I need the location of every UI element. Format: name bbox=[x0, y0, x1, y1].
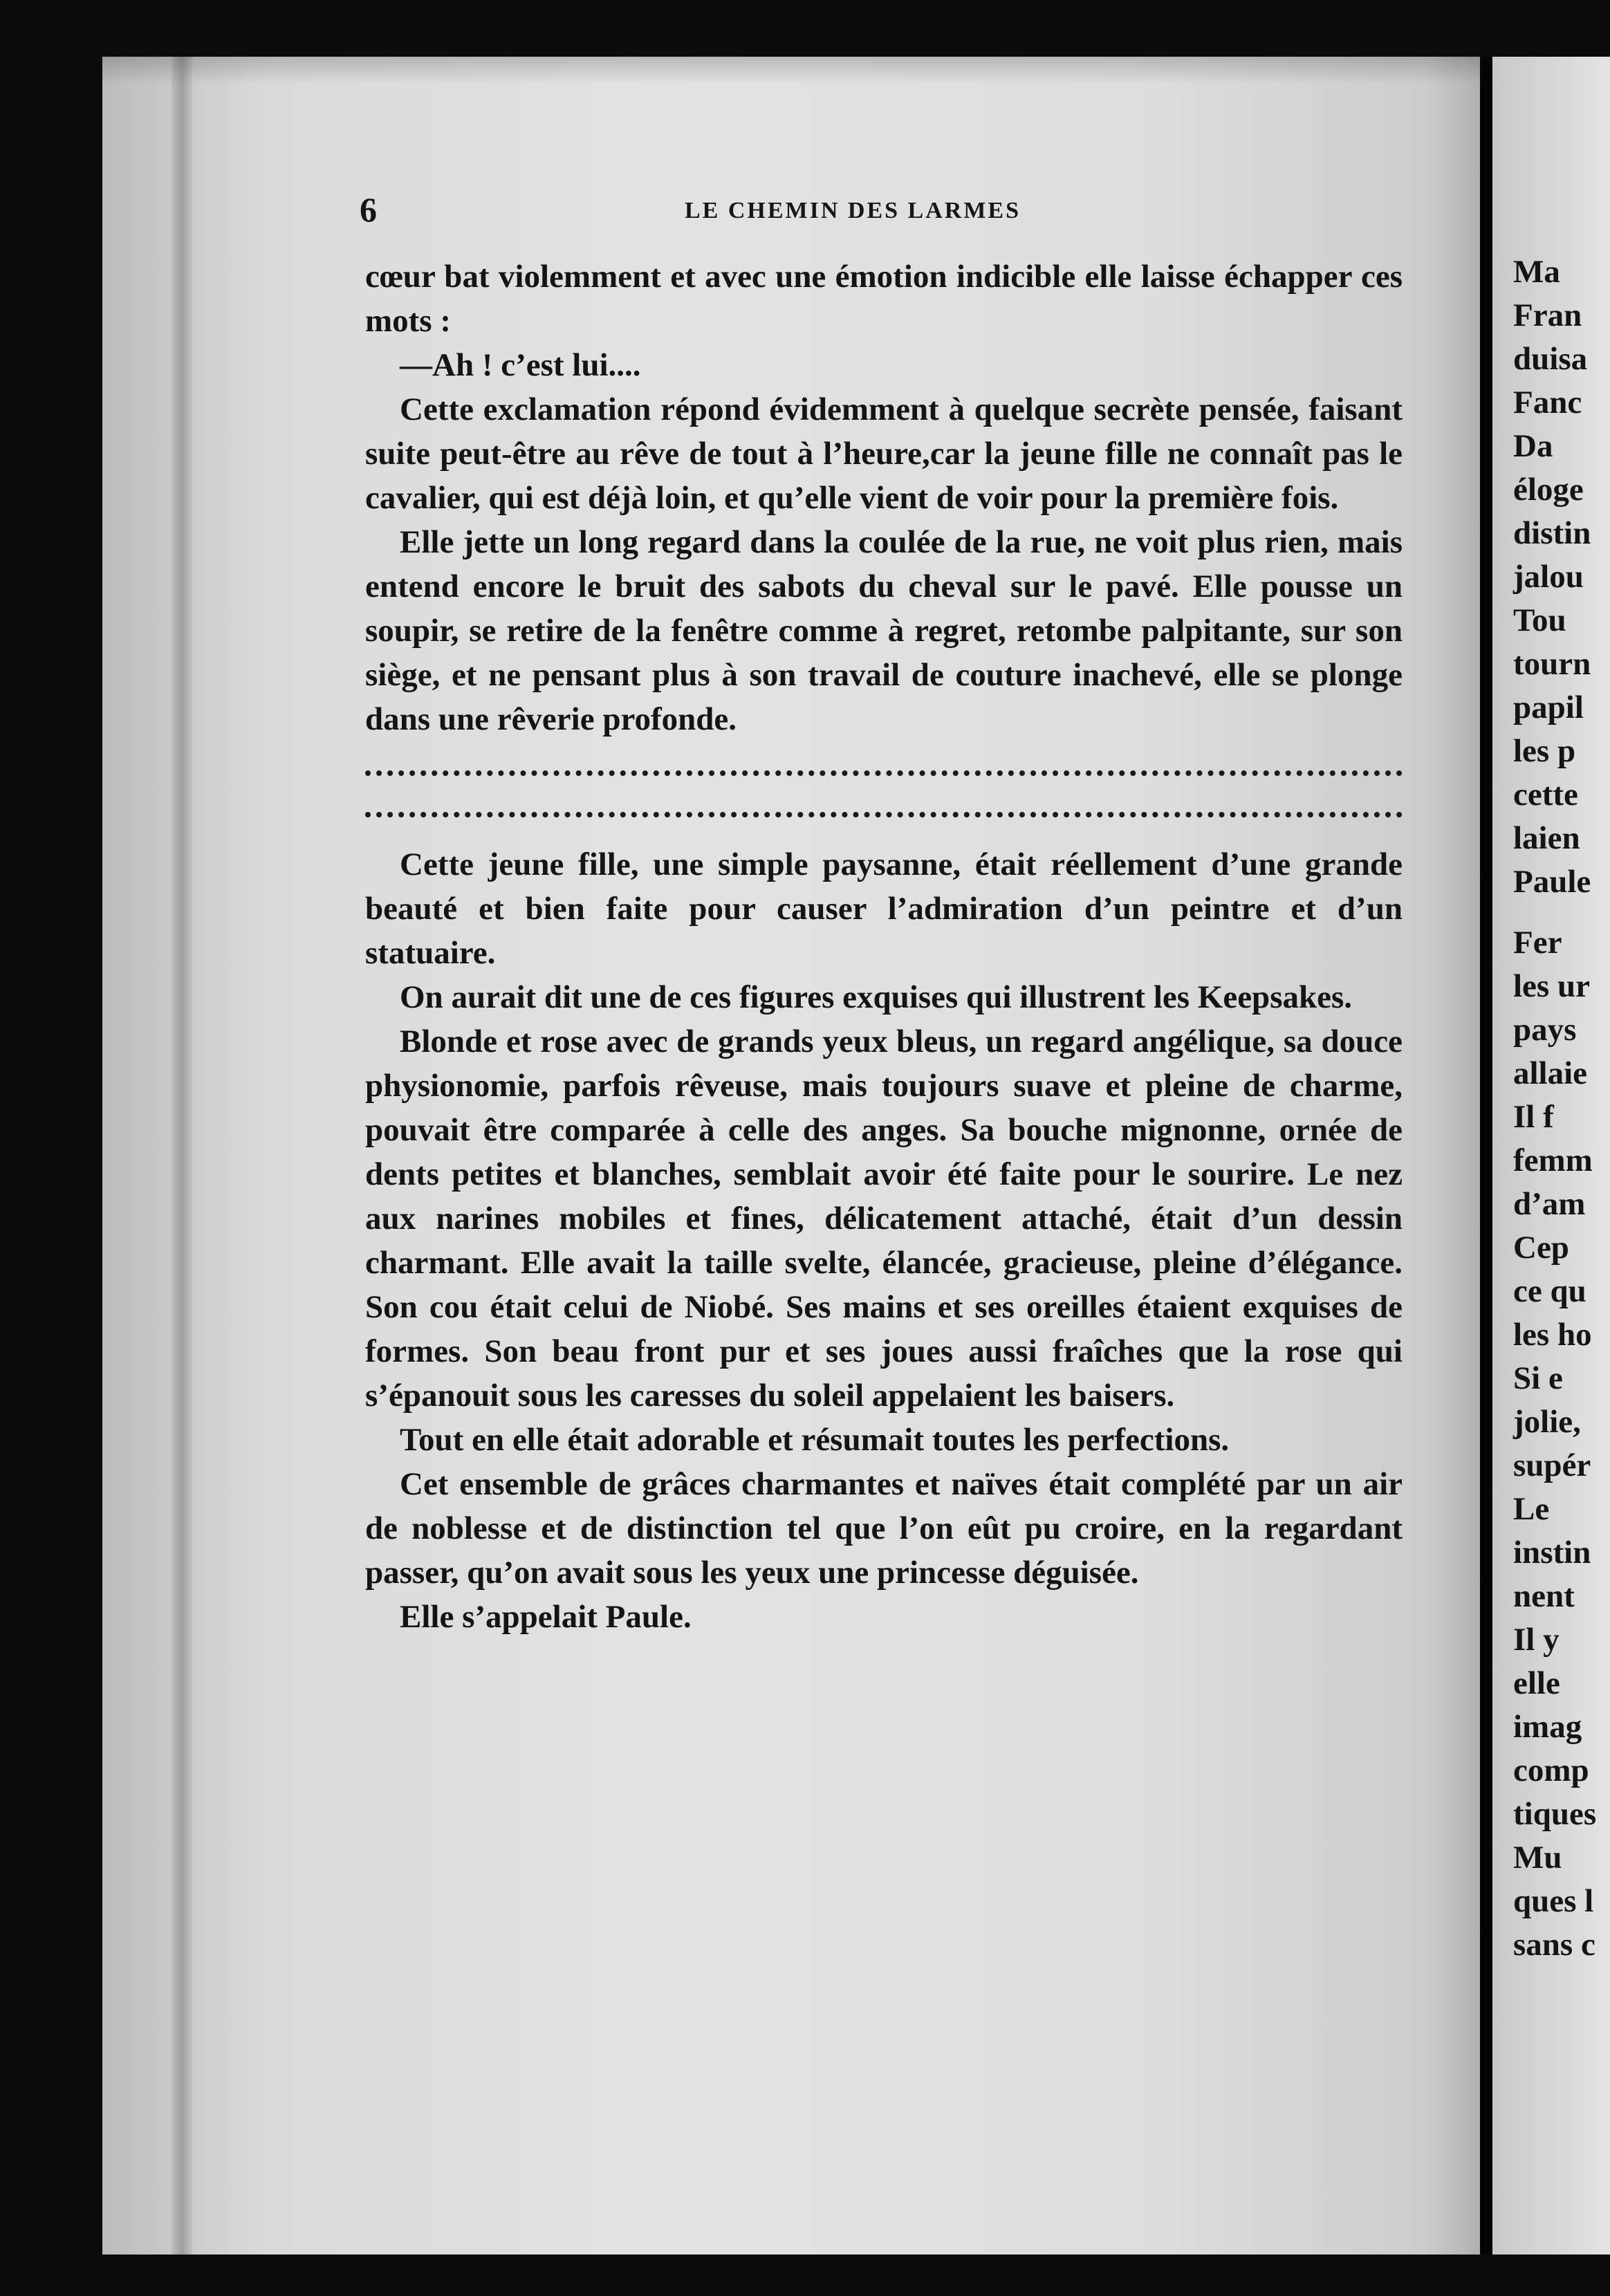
paragraph: Cette exclamation répond évidemment à quelque secrète pensée, faisant suite peut-être au rêve de tout à l’heure,car la jeune fille ne connaît pas le cavalier, qui est déjà loin, et qu’elle vient de voir pour la première fois. bbox=[365, 391, 1403, 516]
paragraph: Elle jette un long regard dans la coulée de la rue, ne voit plus rien, mais entend encore le bruit des sabots du cheval sur le pavé. Elle pousse un soupir, se retire de la fenêtre comme à regret, retombe palpitante, sur son siège, et ne pensant plus à son travail de couture inachevé, elle se plonge dans une rêverie profonde. bbox=[365, 524, 1403, 737]
body-text bbox=[365, 254, 1403, 1639]
fragment: comp bbox=[1513, 1752, 1589, 1788]
fragment: Mu bbox=[1513, 1840, 1562, 1876]
fragment: les p bbox=[1513, 733, 1576, 769]
fragment: duisa bbox=[1513, 341, 1588, 377]
fragment: instin bbox=[1513, 1535, 1591, 1571]
page-top-shadow bbox=[102, 57, 1480, 84]
dotted-separator bbox=[365, 801, 1403, 817]
fragment: Il y bbox=[1513, 1622, 1560, 1658]
fragment: imag bbox=[1513, 1709, 1582, 1745]
fragment: pays bbox=[1513, 1012, 1577, 1048]
book-gutter bbox=[1480, 57, 1492, 2255]
fragment: Da bbox=[1513, 428, 1553, 464]
fragment: tiques bbox=[1513, 1796, 1597, 1832]
paragraph: On aurait dit une de ces figures exquises qui illustrent les Keepsakes. bbox=[400, 979, 1353, 1015]
paragraph: Cette jeune fille, une simple paysanne, était réellement d’une grande beauté et bien faite pour causer l’admiration d’un peintre et d’un statuaire. bbox=[365, 846, 1403, 971]
fragment: Le bbox=[1513, 1491, 1550, 1527]
fragment: cette bbox=[1513, 777, 1578, 813]
paragraph: Blonde et rose avec de grands yeux bleus, un regard angélique, sa douce physionomie, parfois rêveuse, mais toujours suave et pleine de charme, pouvait être comparée à celle des anges. Sa bouche mignonne, ornée de dents petites et blanches, semblait avoir été faite pour le sourire. Le nez aux narines mobiles et fines, délicatement attaché, était d’un dessin charmant. Elle avait la taille svelte, élancée, gracieuse, pleine d’élégance. Son cou était celui de Niobé. Ses mains et ses oreilles étaient exquises de formes. Son beau front pur et ses joues aussi fraîches que la rose qui s’épanouit sous les caresses du soleil appelaient les baisers. bbox=[365, 1024, 1403, 1414]
fragment: nent bbox=[1513, 1578, 1575, 1614]
fragment: jalou bbox=[1513, 559, 1584, 595]
fragment: ce qu bbox=[1513, 1273, 1586, 1309]
fragment: Si e bbox=[1513, 1360, 1563, 1396]
fragment: Cep bbox=[1513, 1230, 1569, 1266]
paragraph: cœur bat violemment et avec une émotion indicible elle laisse échapper ces mots : bbox=[365, 259, 1403, 339]
fragment: ques l bbox=[1513, 1883, 1594, 1919]
adjacent-page bbox=[1492, 57, 1610, 2255]
paragraph: Elle s’appelait Paule. bbox=[400, 1599, 692, 1635]
fragment: Fer bbox=[1513, 925, 1562, 961]
fragment: les ur bbox=[1513, 968, 1590, 1004]
fragment: jolie, bbox=[1513, 1404, 1581, 1440]
fragment: Il f bbox=[1513, 1099, 1554, 1135]
paragraph: Cet ensemble de grâces charmantes et naïves était complété par un air de noblesse et de distinction tel que l’on eût pu croire, en la regardant passer, qu’on avait sous les yeux une princesse déguisée. bbox=[365, 1466, 1403, 1591]
running-title: LE CHEMIN DES LARMES bbox=[685, 198, 1021, 223]
fragment: elle bbox=[1513, 1665, 1560, 1701]
fragment: Paule bbox=[1513, 864, 1591, 900]
fragment: d’am bbox=[1513, 1186, 1586, 1222]
fragment: distin bbox=[1513, 515, 1591, 551]
page-number: 6 bbox=[360, 190, 377, 229]
fragment: les ho bbox=[1513, 1317, 1592, 1353]
fragment: supér bbox=[1513, 1447, 1591, 1483]
fragment: sans c bbox=[1513, 1927, 1595, 1963]
page-binding-shadow bbox=[1425, 57, 1480, 2255]
fragment: éloge bbox=[1513, 472, 1584, 508]
fragment: femm bbox=[1513, 1142, 1593, 1178]
paragraph: —Ah ! c’est lui.... bbox=[400, 347, 641, 383]
fragment: Fanc bbox=[1513, 385, 1582, 420]
fragment: tourn bbox=[1513, 646, 1591, 682]
fragment: papil bbox=[1513, 689, 1584, 725]
dotted-separator bbox=[365, 759, 1403, 776]
fragment: Ma bbox=[1513, 254, 1560, 290]
paragraph: Tout en elle était adorable et résumait toutes les perfections. bbox=[400, 1422, 1230, 1458]
fragment: allaie bbox=[1513, 1055, 1588, 1091]
fragment: Fran bbox=[1513, 297, 1582, 333]
fragment: Tou bbox=[1513, 602, 1566, 638]
fragment: laien bbox=[1513, 820, 1580, 856]
page-crease bbox=[172, 57, 192, 2255]
